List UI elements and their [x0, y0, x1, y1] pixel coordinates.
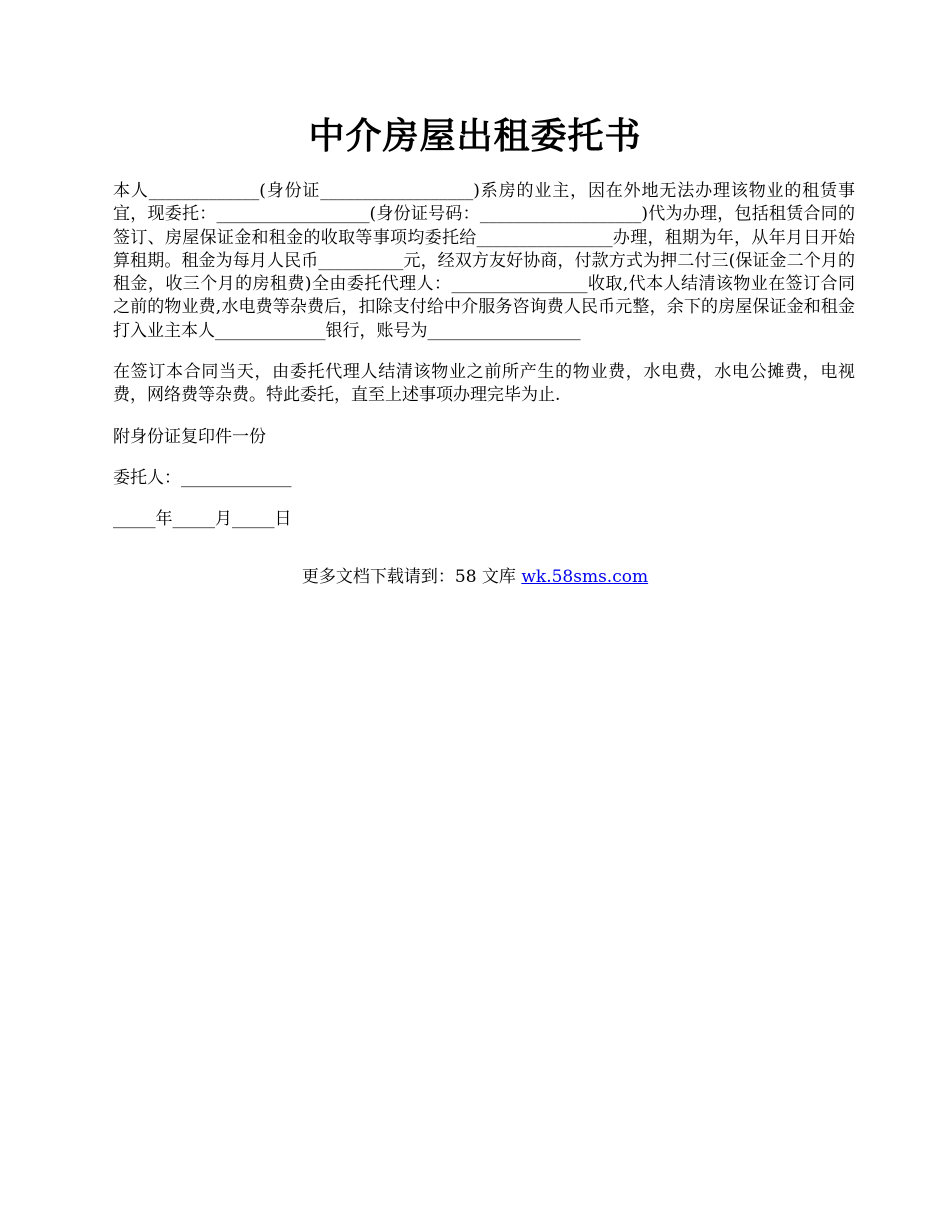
paragraph-entrustment-details: 本人_____________(身份证__________________)系房的业主，因在外地无法办理该物业的租赁事宜，现委托：__________________(身份证号码：___________________)代为办理，包括租赁合同的签订、房屋保证金和租金的收取等事项均委托给________________办理，租期为年，从年月日开始算租期。租金为每月人民币__________元，经双方友好协商，付款方式为押二付三(保证金二个月的租金，收三个月的房租费)全由委托代理人：________________收取,代本人结清该物业在签订合同之前的物业费,水电费等杂费后，扣除支付给中介服务咨询费人民币元整，余下的房屋保证金和租金打入业主本人_____________银行，账号为__________________ [113, 181, 855, 341]
footer-text: 更多文档下载请到：58 文库 [301, 567, 522, 587]
footer-link[interactable]: wk.58sms.com [521, 567, 649, 587]
paragraph-settlement: 在签订本合同当天，由委托代理人结清该物业之前所产生的物业费，水电费，水电公摊费，电视费，网络费等杂费。特此委托，直至上述事项办理完毕为止. [113, 362, 855, 406]
paragraph-date: _____年_____月_____日 [113, 509, 292, 530]
document-title: 中介房屋出租委托书 [308, 115, 642, 157]
paragraph-signer: 委托人：_____________ [113, 467, 292, 488]
download-footer [0, 566, 950, 589]
paragraph-attachment: 附身份证复印件一份 [113, 426, 266, 447]
document-body [113, 180, 855, 550]
